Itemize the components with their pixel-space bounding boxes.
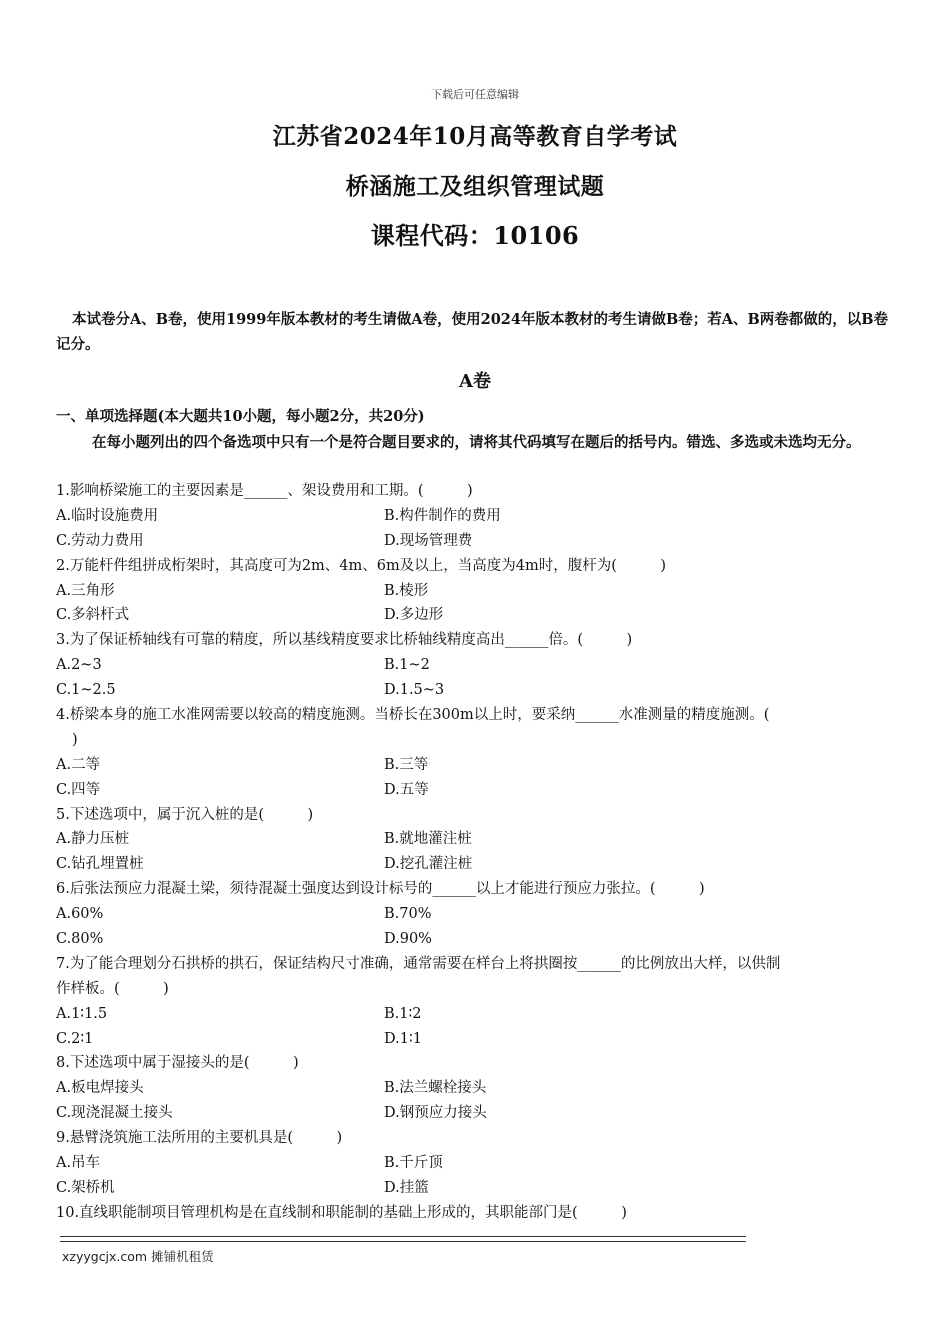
option-a: A.静力压桩	[56, 831, 130, 848]
exam-title: 江苏省2024年10月高等教育自学考试	[272, 123, 678, 150]
option-a: A.二等	[56, 756, 101, 773]
option-c: C.多斜杆式	[56, 607, 130, 624]
section-instruction: 在每小题列出的四个备选项中只有一个是符合题目要求的，请将其代码填写在题后的括号内。错选、多选或未选均无分。	[92, 434, 861, 451]
option-d: D.1.5~3	[384, 682, 445, 699]
option-d: D.五等	[384, 781, 429, 798]
options-row	[56, 902, 898, 927]
question-stem: 4.桥梁本身的施工水准网需要以较高的精度施测。当桥长在300m以上时，要采纳______水准测量的精度施测。(	[56, 707, 770, 724]
option-b: B.三等	[384, 756, 429, 773]
option-b: B.70%	[384, 906, 432, 923]
option-c: C.2∶1	[56, 1030, 94, 1047]
option-a: A.2~3	[56, 657, 102, 674]
option-c: C.劳动力费用	[56, 532, 144, 549]
option-b: B.千斤顶	[384, 1155, 443, 1172]
question-stem: 10.直线职能制项目管理机构是在直线制和职能制的基础上形成的，其职能部门是( )	[56, 1204, 627, 1221]
option-c: C.1~2.5	[56, 682, 116, 699]
question-list	[56, 479, 898, 1226]
subject-title: 桥涵施工及组织管理试题	[345, 173, 605, 200]
option-d: D.1∶1	[384, 1030, 422, 1047]
options-row	[56, 927, 898, 952]
download-note: 下载后可任意编辑	[431, 88, 519, 101]
footer-text: xzyygcjx.com 摊铺机租赁	[62, 1249, 214, 1264]
option-d: D.现场管理费	[384, 532, 473, 549]
question-stem-continued: 作样板。( )	[56, 980, 169, 997]
question-stem: 8.下述选项中属于湿接头的是( )	[56, 1055, 299, 1072]
question-8	[56, 1051, 898, 1126]
options-row	[56, 504, 898, 529]
option-a: A.1∶1.5	[56, 1005, 108, 1022]
course-code: 课程代码：10106	[370, 221, 580, 250]
question-7	[56, 952, 898, 1052]
question-4	[56, 703, 898, 803]
section-heading: 一、单项选择题(本大题共10小题，每小题2分，共20分)	[56, 408, 425, 425]
option-a: A.三角形	[56, 582, 115, 599]
question-stem: 3.为了保证桥轴线有可靠的精度，所以基线精度要求比桥轴线精度高出______倍。( )	[56, 632, 633, 649]
options-row	[56, 1101, 898, 1126]
options-row	[56, 529, 898, 554]
option-c: C.四等	[56, 781, 101, 798]
question-stem: 1.影响桥梁施工的主要因素是______、架设费用和工期。( )	[56, 483, 473, 499]
option-b: B.1∶2	[384, 1005, 422, 1022]
question-1	[56, 479, 898, 554]
option-c: C.架桥机	[56, 1179, 115, 1196]
question-stem-continued: )	[72, 731, 78, 748]
options-row	[56, 753, 898, 778]
option-c: C.现浇混凝土接头	[56, 1105, 173, 1122]
option-c: C.80%	[56, 931, 104, 948]
option-a: A.吊车	[56, 1155, 101, 1172]
option-a: A.临时设施费用	[56, 507, 159, 524]
option-c: C.钻孔埋置桩	[56, 856, 144, 873]
question-6	[56, 877, 898, 952]
option-d: D.挂篮	[384, 1179, 429, 1196]
question-2	[56, 554, 898, 629]
option-b: B.法兰螺栓接头	[384, 1080, 487, 1097]
options-row	[56, 603, 898, 628]
options-row	[56, 778, 898, 803]
options-row	[56, 827, 898, 852]
question-9	[56, 1126, 898, 1201]
options-row	[56, 852, 898, 877]
options-row	[56, 1176, 898, 1201]
options-row	[56, 1027, 898, 1052]
options-row	[56, 579, 898, 604]
question-stem: 5.下述选项中，属于沉入桩的是( )	[56, 806, 314, 823]
option-b: B.构件制作的费用	[384, 507, 501, 524]
option-a: A.板电焊接头	[56, 1080, 144, 1097]
option-d: D.90%	[384, 931, 432, 948]
options-row	[56, 1151, 898, 1176]
option-a: A.60%	[56, 906, 104, 923]
question-stem: 2.万能杆件组拼成桁架时，其高度可为2m、4m、6m及以上，当高度为4m时，腹杆为( )	[56, 557, 667, 574]
option-d: D.挖孔灌注桩	[384, 856, 473, 873]
options-row	[56, 678, 898, 703]
option-d: D.多边形	[384, 607, 444, 624]
options-row	[56, 1076, 898, 1101]
volume-heading: A卷	[459, 371, 491, 392]
question-stem: 7.为了能合理划分石拱桥的拱石，保证结构尺寸准确，通常需要在样台上将拱圈按______的比例放出大样，以供制	[56, 955, 781, 972]
question-3	[56, 628, 898, 703]
options-row	[56, 653, 898, 678]
question-5	[56, 803, 898, 878]
exam-intro: 本试卷分A、B卷，使用1999年版本教材的考生请做A卷，使用2024年版本教材的考生请做B卷；若A、B两卷都做的，以B卷记分。	[56, 311, 888, 353]
question-stem: 6.后张法预应力混凝土梁，须待混凝土强度达到设计标号的______以上才能进行预应力张拉。( )	[56, 881, 705, 898]
footer-divider	[60, 1236, 746, 1242]
option-b: B.就地灌注桩	[384, 831, 472, 848]
options-row	[56, 1002, 898, 1027]
option-b: B.1~2	[384, 657, 430, 674]
option-d: D.钢预应力接头	[384, 1105, 487, 1122]
option-b: B.棱形	[384, 582, 429, 599]
question-10	[56, 1201, 898, 1226]
question-stem: 9.悬臂浇筑施工法所用的主要机具是( )	[56, 1130, 343, 1147]
